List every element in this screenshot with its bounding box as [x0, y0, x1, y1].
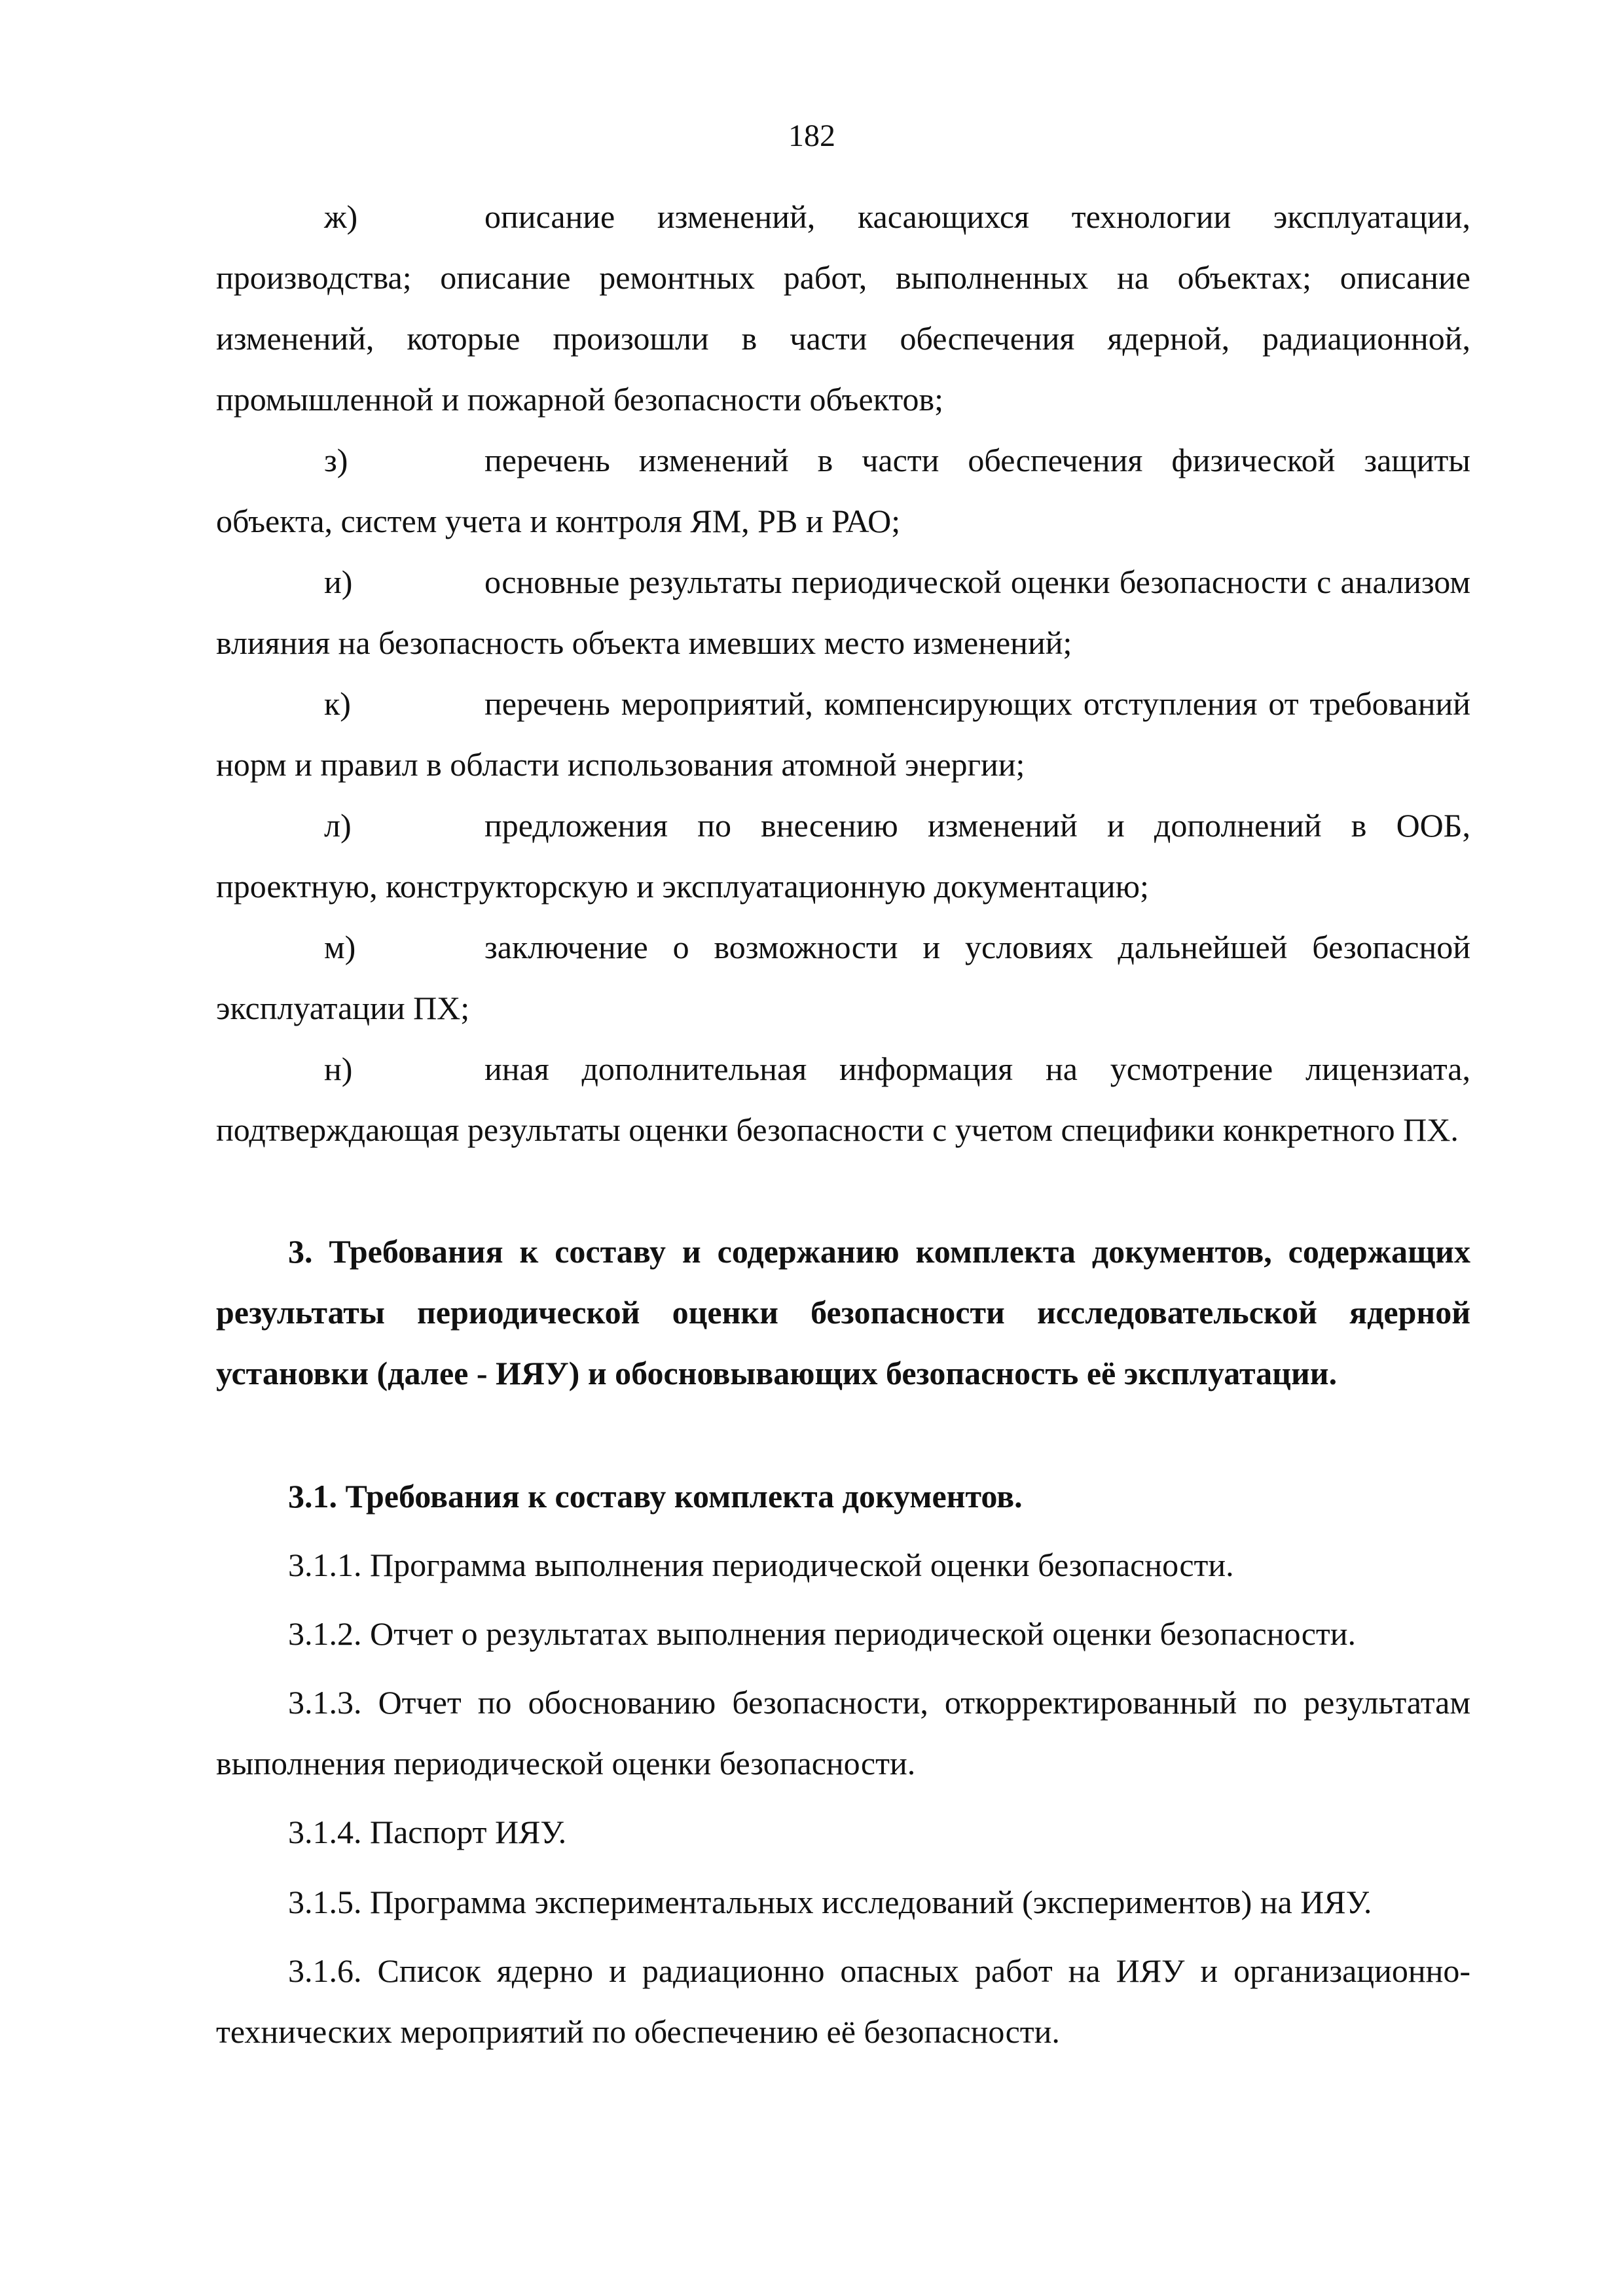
list-item-text: предложения по внесению изменений и дополнений в ООБ, проектную, конструкторскую и эксплуатационную документацию; — [216, 807, 1470, 905]
list-item-text: перечень изменений в части обеспечения физической защиты объекта, систем учета и контроля ЯМ, РВ и РАО; — [216, 442, 1470, 539]
subsection-heading: 3.1. Требования к составу комплекта документов. — [288, 1478, 1023, 1515]
list-item-m — [216, 917, 1470, 1039]
list-item-letter: к) — [324, 685, 351, 722]
list-item-n — [216, 1039, 1470, 1160]
point-3-1-4: 3.1.4. Паспорт ИЯУ. — [288, 1814, 567, 1850]
list-item-letter: з) — [324, 442, 348, 478]
section-heading: 3. Требования к составу и содержанию комплекта документов, содержащих результаты периодической оценки безопасности исследовательской ядерной установки (далее - ИЯУ) и обосновывающих безопасность её эксплуатации. — [216, 1233, 1470, 1391]
point-3-1-6: 3.1.6. Список ядерно и радиационно опасных работ на ИЯУ и организационно-технических мероприятий по обеспечению её безопасности. — [216, 1952, 1470, 2050]
list-item-letter: и) — [324, 564, 353, 600]
list-item-text: основные результаты периодической оценки безопасности с анализом влияния на безопасность объекта имевших место изменений; — [216, 564, 1470, 661]
point-3-1-5: 3.1.5. Программа экспериментальных исследований (экспериментов) на ИЯУ. — [288, 1884, 1372, 1920]
page-number: 182 — [788, 118, 835, 153]
list-item-i — [216, 552, 1470, 673]
list-item-letter: л) — [324, 807, 352, 844]
list-item-text: иная дополнительная информация на усмотрение лицензиата, подтверждающая результаты оценки безопасности с учетом специфики конкретного ПХ. — [216, 1050, 1470, 1148]
list-item-text: заключение о возможности и условиях дальнейшей безопасной эксплуатации ПХ; — [216, 929, 1470, 1026]
point-3-1-1: 3.1.1. Программа выполнения периодической оценки безопасности. — [288, 1547, 1234, 1583]
list-item-zh — [216, 187, 1470, 430]
list-item-text: описание изменений, касающихся технологии эксплуатации, производства; описание ремонтных работ, выполненных на объектах; описание изменений, которые произошли в части обеспечения ядерной, радиационной, промышленной и пожарной безопасности объектов; — [216, 198, 1470, 418]
point-3-1-3: 3.1.3. Отчет по обоснованию безопасности, откорректированный по результатам выполнения периодической оценки безопасности. — [216, 1684, 1470, 1782]
list-item-letter: м) — [324, 929, 356, 965]
list-item-text: перечень мероприятий, компенсирующих отступления от требований норм и правил в области использования атомной энергии; — [216, 685, 1470, 783]
list-item-z — [216, 430, 1470, 552]
list-item-letter: н) — [324, 1050, 353, 1087]
list-item-k — [216, 673, 1470, 795]
list-item-l — [216, 795, 1470, 917]
point-3-1-2: 3.1.2. Отчет о результатах выполнения периодической оценки безопасности. — [288, 1615, 1357, 1652]
list-item-letter: ж) — [324, 198, 358, 235]
